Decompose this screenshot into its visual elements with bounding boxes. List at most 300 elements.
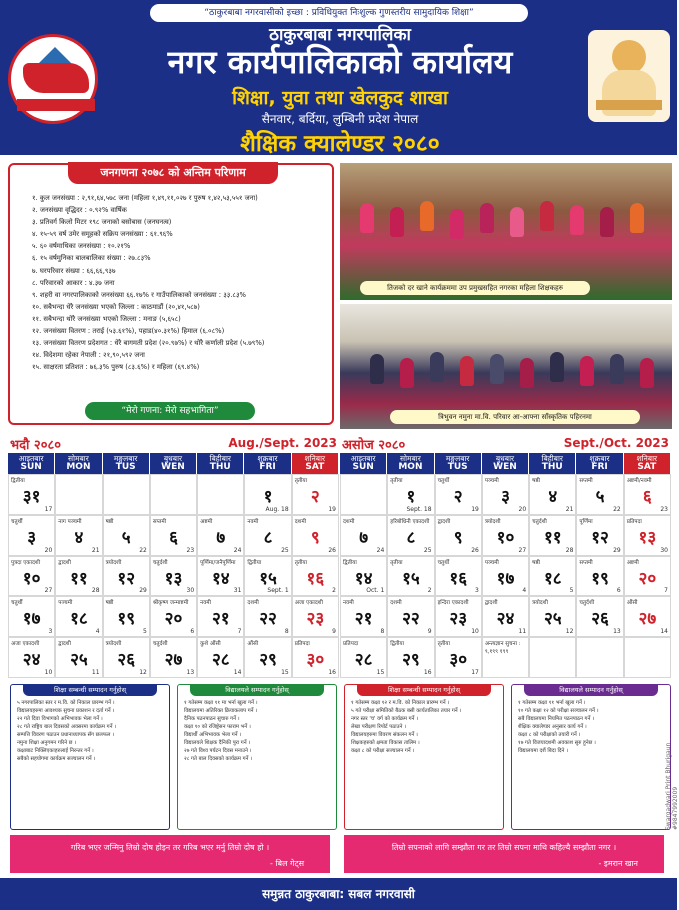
task-item: २७ गते विश्व पर्यटन दिवस मनाउने । — [184, 748, 252, 754]
header-banner — [0, 0, 677, 155]
ad-date: 19 — [328, 505, 336, 513]
day-cell — [55, 637, 102, 678]
printer-credit: Swargadwari Print Bhurigaun #9847992009 — [665, 742, 679, 830]
day-cell — [624, 474, 671, 515]
task-item: सबैको सहयोगमा कार्यक्रम सञ्चालन गर्ने । — [17, 756, 96, 762]
tithi-label: अष्टमी — [626, 559, 639, 566]
day-cell — [292, 556, 339, 597]
census-item: ४. १५-५९ वर्ष उमेर समूहको सक्रिय जनसंख्या : ६१.९६% — [32, 230, 173, 239]
day-cell — [197, 515, 244, 556]
task-item: नमुना शिक्षा अनुगमन गरिने छ । — [17, 740, 76, 746]
bs-date: ५ — [595, 487, 605, 507]
ad-date: 9 — [332, 628, 336, 636]
day-cell — [529, 556, 576, 597]
ad-date: 20 — [44, 546, 53, 554]
bs-date: १९ — [117, 609, 136, 630]
weekday-sun: आइतबार SUN — [340, 453, 387, 474]
tithi-label: द्वितीया — [247, 559, 262, 566]
bs-date: १८ — [70, 609, 88, 630]
tithi-label: तृतीया — [294, 478, 308, 484]
weekday-thu: बिहीबार THU — [197, 453, 244, 474]
tithi-label: त्रयोदशी — [532, 600, 548, 607]
day-cell — [197, 556, 244, 597]
ad-date: 30 — [660, 546, 668, 554]
day-cell — [55, 556, 102, 597]
day-cell — [435, 596, 482, 637]
bs-date: ७ — [216, 527, 226, 548]
tithi-label: हरिबोधिनी एकादशी — [390, 518, 430, 525]
municipality-name: ठाकुरबाबा नगरपालिका — [269, 25, 411, 45]
task-item: ५ गते परीक्षा समितिको बैठक बसी कार्यतालिका तयार गर्ने । — [351, 708, 462, 714]
tithi-label: त्रयोदशी — [105, 641, 122, 648]
day-cell — [197, 596, 244, 637]
bs-date: २९ — [259, 650, 277, 671]
ad-date: 10 — [471, 628, 479, 636]
ad-date: Sept. 1 — [267, 587, 289, 595]
census-item: ३. प्रतिवर्ग किलो मिटर १९८ जनाको बसोबास (जनघनत्व) — [32, 218, 172, 227]
bs-date: ३० — [449, 650, 468, 671]
photo-caption: तिजको दर खाने कार्यक्रममा उप प्रमुखसहित नगरका महिला शिक्षकहरु — [360, 281, 590, 295]
ad-date: 25 — [423, 546, 432, 554]
ad-date: 21 — [565, 505, 574, 513]
bs-date: २० — [638, 568, 657, 589]
bs-date: २ — [310, 487, 320, 507]
bs-date: ३१ — [22, 487, 41, 507]
tithi-label: द्वादशी — [484, 600, 498, 607]
task-item: सबै विद्यालयमा नियमित पठनपाठन गर्ने । — [518, 716, 594, 722]
weekday-mon: सोमबार MON — [387, 453, 434, 474]
month-title-np: असोज २०८० — [342, 438, 406, 453]
bs-date: १२ — [117, 568, 136, 589]
census-item: ५. ६० वर्षमाथिका जनसंख्या : १०.२१% — [32, 242, 131, 251]
ad-date: 23 — [660, 505, 668, 513]
day-cell — [529, 515, 576, 556]
ad-date: 27 — [518, 546, 527, 554]
day-cell — [624, 556, 671, 597]
ad-date: 10 — [44, 668, 53, 676]
census-item: १०. सबैभन्दा धेरै जनसंख्या भएको जिल्ला : काठमाडौं (२०,४१,५८७) — [32, 302, 200, 311]
day-cell — [435, 637, 482, 678]
empty-cell — [55, 474, 102, 515]
tithi-label: नवमी — [200, 600, 211, 607]
task-item: १० गते कक्षा १२ को परीक्षा सञ्चालन गर्ने । — [518, 708, 599, 714]
photo-students — [340, 304, 672, 429]
task-item: कक्षा १० को रजिष्ट्रेसन फाराम भर्ने । — [184, 724, 251, 730]
weekday-tus: मङ्गलबार TUS — [103, 453, 150, 474]
ad-date: 16 — [423, 668, 432, 676]
ad-date: 30 — [186, 587, 195, 595]
tithi-label: चतुर्थी — [11, 600, 23, 607]
day-cell — [529, 596, 576, 637]
day-cell — [292, 637, 339, 678]
ad-date: 8 — [284, 628, 289, 636]
task-item: ५ नगरपालिका स्तर र म.वि. को निकाल प्रारम्भ गर्ने । — [17, 700, 115, 706]
ad-date: 6 — [616, 587, 621, 595]
census-list — [32, 192, 332, 373]
tithi-label: सप्तमी — [579, 478, 593, 484]
bs-date: २९ — [402, 650, 420, 671]
photo-caption: त्रिभुवन नमुना मा.वि. परिवार आ-आफ्ना साँस्कृतिक पहिरनमा — [390, 410, 640, 424]
bs-date: १ — [406, 487, 416, 507]
day-grid — [8, 474, 339, 678]
weekday-header — [340, 453, 671, 474]
ad-date: 5 — [143, 628, 147, 636]
bs-date: १८ — [543, 568, 562, 589]
tithi-label: षष्ठी — [532, 559, 540, 566]
census-item: ८. परिवारको आकार : ४.३७ जना — [32, 278, 115, 287]
ad-date: 23 — [186, 546, 195, 554]
bs-date: १३ — [638, 527, 657, 548]
motto: “ठाकुरबाबा नगरवासीको इच्छा : प्रविधियुक्त निःशुल्क गुणस्तरीय सामुदायिक शिक्षा” — [150, 4, 528, 22]
tithi-label: पूर्णिमा/जनैपूर्णिमा — [200, 559, 236, 566]
tithi-label: सप्तमी — [579, 559, 593, 566]
day-cell — [244, 637, 291, 678]
ad-date: 6 — [190, 628, 195, 636]
ad-date: 3 — [475, 587, 479, 595]
bs-date: १७ — [496, 568, 515, 589]
day-cell — [435, 556, 482, 597]
section-title: शिक्षा, युवा तथा खेलकुद शाखा — [232, 87, 448, 109]
task-item: १ गतेसम्म कक्षा ११ भर्ना खुला गर्ने । — [518, 700, 586, 706]
census-item: ९. शहरी वा नगरपालिकाको जनसंख्या ६६.१७% र गाउँपालिकाको जनसंख्या : ३३.८३% — [32, 290, 246, 299]
weekday-tus: मङ्गलबार TUS — [435, 453, 482, 474]
day-cell — [103, 596, 150, 637]
bs-date: २१ — [211, 609, 230, 630]
empty-cell — [624, 637, 671, 678]
task-item: विद्यालयमा दशैं बिदा दिने । — [518, 748, 569, 754]
tithi-label: द्वादशी — [437, 518, 451, 525]
bs-date: ११ — [70, 568, 88, 589]
task-box: विद्यालयले सम्पादन गर्नुहोस् १ गतेसम्म कक्षा ११ भर्ना खुला गर्ने । १० गते कक्षा १२ को परीक्षा सञ्चालन गर्ने । सबै विद्यालयमा नियमित पठनपाठन गर्ने । शैक्षिक क्यालेण्डर अनुसार कार्य गर्ने । कक्षा ८ को परीक्षाको तयारी गर्ने । १७ गते विजयादशमी अवकाश सुरु हुनेछ । विद्यालयमा दशैं बिदा दिने । — [511, 684, 671, 830]
day-cell — [292, 596, 339, 637]
task-item: १ गतेसम्म कक्षा ११ मा भर्ना खुला गर्ने । — [184, 700, 258, 706]
bs-date: ११ — [543, 527, 562, 548]
weekday-sat: शनिबार SAT — [624, 453, 671, 474]
day-grid — [340, 474, 671, 678]
census-item: १२. जनसंख्या वितरण : तराई (५३.६१%), पहाड(४०.३१%) हिमाल (६.०८%) — [32, 327, 225, 336]
ad-date: Oct. 1 — [366, 587, 385, 595]
ad-date: 24 — [376, 546, 385, 554]
ad-date: 2 — [427, 587, 432, 595]
ad-date: 29 — [139, 587, 147, 595]
task-item: विद्यार्थी अभिभावक भेला गर्ने । — [184, 732, 242, 738]
task-item: २२ गते दिवा विभागको अभिभावक भेला गर्ने । — [17, 716, 103, 722]
day-cell — [8, 515, 55, 556]
weekday-fri: शुक्रबार FRI — [576, 453, 623, 474]
tithi-label: षष्ठी — [532, 478, 540, 484]
tithi-label: तृतीया — [390, 559, 403, 566]
ad-date: 3 — [48, 628, 53, 636]
tithi-label: चतुर्दशी — [152, 559, 168, 566]
quote-box — [10, 835, 330, 873]
task-item: दैनिक पठनपाठन सुचारु गर्ने । — [184, 716, 240, 722]
empty-cell — [103, 474, 150, 515]
ad-date: 11 — [91, 668, 100, 676]
bs-date: १५ — [402, 568, 420, 589]
day-cell — [8, 556, 55, 597]
bs-date: २८ — [354, 650, 373, 671]
bs-date: २२ — [259, 609, 277, 630]
task-item: १ गतेसम्म कक्षा १२ र म.वि. को निकाल प्रारम्भ गर्ने । — [351, 700, 450, 706]
month-title-en: Aug./Sept. 2023 — [228, 436, 337, 450]
empty-cell — [197, 474, 244, 515]
day-cell — [292, 474, 339, 515]
tithi-label: प्रतिपदा — [294, 641, 310, 648]
tithi-label: द्वितीया — [343, 559, 357, 566]
day-cell — [150, 637, 197, 678]
day-cell — [576, 596, 623, 637]
task-item: २८ गते बाल दिवसको कार्यक्रम गर्ने । — [184, 756, 252, 762]
tithi-label: अजा एकादशी — [294, 600, 323, 607]
task-item: विद्यालयले शिक्षक दैनिकी पुरा गर्ने । — [184, 740, 251, 746]
bs-date: ९ — [310, 527, 320, 548]
ad-date: 28 — [91, 587, 100, 595]
weekday-header — [8, 453, 339, 474]
ad-date: 21 — [91, 546, 100, 554]
day-cell — [244, 596, 291, 637]
tithi-label: नाग पञ्चमी — [58, 518, 82, 525]
census-item: १४. विदेशमा रहेका नेपाली : २१,९०,५९२ जना — [32, 351, 145, 360]
tithi-label: प्रतिपदा — [343, 641, 359, 648]
ad-date: 26 — [328, 546, 336, 554]
office-title: नगर कार्यपालिकाको कार्यालय — [167, 43, 513, 81]
day-cell — [576, 556, 623, 597]
census-item: २. जनसंख्या वृद्धिदर : ०.९२% वार्षिक — [32, 206, 127, 215]
ad-date: 13 — [613, 628, 621, 636]
bs-date: ६ — [169, 527, 178, 548]
calendar-bhadra — [8, 435, 339, 678]
bs-date: २७ — [164, 650, 183, 671]
day-cell — [529, 474, 576, 515]
day-cell — [55, 596, 102, 637]
day-cell — [482, 515, 529, 556]
tithi-label: पञ्चमी — [484, 559, 499, 566]
tithi-label: अजा एकादशी — [11, 641, 40, 648]
tithi-label: द्वादशी — [58, 641, 71, 648]
day-cell — [103, 637, 150, 678]
empty-cell — [576, 637, 623, 678]
census-item: ६. १५ वर्षमुनिका बालबालिका संख्या : २७.८३% — [32, 254, 151, 263]
tithi-label: षष्ठी — [105, 518, 114, 525]
bs-date: १४ — [211, 568, 230, 589]
tithi-label: चतुर्दशी — [579, 600, 595, 607]
bs-date: ४ — [548, 487, 558, 507]
empty-cell — [482, 637, 529, 678]
day-cell — [624, 596, 671, 637]
tithi-label: दशमी — [294, 518, 307, 525]
tithi-label: प्रतिपदा — [626, 518, 642, 525]
ad-date: 16 — [328, 668, 336, 676]
tithi-label: औंसी — [247, 641, 259, 648]
bs-date: १३ — [164, 568, 183, 589]
ad-date: 22 — [139, 546, 147, 554]
ad-date: 17 — [44, 505, 53, 513]
census-title: जनगणना २०७८ को अन्तिम परिणाम — [68, 162, 278, 184]
ad-date: 14 — [660, 628, 668, 636]
bs-date: १६ — [306, 568, 325, 589]
day-cell — [103, 515, 150, 556]
bs-date: ८ — [263, 527, 273, 548]
bs-date: २४ — [22, 650, 41, 671]
tithi-label: दशमी — [390, 600, 402, 607]
bs-date: २ — [453, 487, 463, 507]
bs-date: २० — [164, 609, 183, 630]
tithi-label: नवमी — [343, 600, 354, 607]
ad-date: 12 — [139, 668, 147, 676]
day-cell — [387, 637, 434, 678]
tithi-label: षष्ठी — [105, 600, 114, 607]
day-cell — [55, 515, 102, 556]
ad-date: 27 — [44, 587, 53, 595]
tithi-label: पुत्रदा एकादशी — [11, 559, 41, 566]
tithi-label: द्वितीया — [11, 478, 25, 484]
task-item: १७ गते विजयादशमी अवकाश सुरु हुनेछ । — [518, 740, 596, 746]
day-cell — [150, 556, 197, 597]
bs-date: ५ — [121, 527, 131, 548]
ad-date: 19 — [471, 505, 479, 513]
bs-date: ४ — [74, 527, 84, 548]
bs-date: ६ — [642, 487, 652, 507]
bs-date: २६ — [591, 609, 609, 630]
bs-date: २२ — [402, 609, 420, 630]
weekday-wen: बुधबार WEN — [482, 453, 529, 474]
tithi-label: श्रीकृष्ण जन्माष्टमी — [152, 600, 189, 607]
bs-date: १२ — [591, 527, 609, 548]
weekday-thu: बिहीबार THU — [529, 453, 576, 474]
task-item: विद्यालयहरुमा आवश्यक सुचना प्रकाशन र दर्ता गर्ने । — [17, 708, 115, 714]
task-box: शिक्षा सम्बन्धी सम्पादन गर्नुहोस् १ गतेसम्म कक्षा १२ र म.वि. को निकाल प्रारम्भ गर्ने । ५ गते परीक्षा समितिको बैठक बसी कार्यतालिका तयार गर्ने । नगर स्तर 'च' वर्ग को कार्यक्रम गर्ने । लेखा परीक्षण रिपोर्ट पठाउने । विद्यालयहरुमा विवरण संकलन गर्ने । शिक्षकहरुको क्षमता विकास तालिम । कक्षा ८ को परीक्षा सञ्चालन गर्ने । — [344, 684, 504, 830]
tithi-label: तृतीया — [437, 641, 450, 648]
day-cell — [435, 474, 482, 515]
day-cell — [482, 596, 529, 637]
ad-date: Aug. 18 — [265, 505, 289, 513]
bs-date: ७ — [359, 527, 369, 548]
day-cell — [150, 596, 197, 637]
ad-date: 20 — [518, 505, 527, 513]
month-title-np: भदौ २०८० — [10, 438, 61, 453]
bs-date: ३० — [306, 650, 325, 671]
task-item: कक्षा ८ को परीक्षाको तयारी गर्ने । — [518, 732, 581, 738]
tithi-label: चतुर्थी — [437, 559, 450, 566]
ad-date: 2 — [332, 587, 336, 595]
empty-cell — [529, 637, 576, 678]
day-cell — [340, 637, 387, 678]
day-cell — [197, 637, 244, 678]
ad-date: 7 — [664, 587, 668, 595]
bs-date: ९ — [453, 527, 463, 548]
day-cell — [292, 515, 339, 556]
day-cell — [387, 596, 434, 637]
bs-date: १४ — [354, 568, 373, 589]
tithi-label: अष्टमी/नवमी — [626, 478, 652, 484]
quote-text: गरिब भएर जन्मिनु तिम्रो दोष होइन तर गरिब भएर मर्नु तिम्रो दोष हो । — [70, 843, 270, 852]
bs-date: ३ — [27, 527, 37, 548]
day-cell — [387, 556, 434, 597]
weekday-mon: सोमबार MON — [55, 453, 102, 474]
ad-date: 24 — [233, 546, 242, 554]
quote-text: तिम्रो सपनाको लागि सम्झौता गर तर तिम्रो सपना माथि कहिल्यै सम्झौता नगर । — [391, 843, 617, 852]
ad-date: 31 — [233, 587, 242, 595]
day-cell — [8, 637, 55, 678]
ad-date: 8 — [380, 628, 385, 636]
day-cell — [8, 596, 55, 637]
ad-date: 25 — [281, 546, 289, 554]
bs-date: २५ — [543, 609, 562, 630]
day-cell — [576, 474, 623, 515]
tithi-label: दशमी — [247, 600, 259, 607]
task-item: विद्यालयहरुमा विवरण संकलन गर्ने । — [351, 732, 418, 738]
ad-date: 15 — [281, 668, 289, 676]
census-item: ७. घरपरिवार संख्या : ६६,६६,९३७ — [32, 266, 116, 275]
task-boxes — [0, 684, 677, 834]
tithi-label: तृतीया — [390, 478, 403, 484]
tithi-label: द्वितीया — [390, 641, 405, 648]
tithi-label: दशमी — [343, 518, 355, 525]
ad-date: 29 — [613, 546, 621, 554]
quote-author: - इमरान खान — [598, 859, 638, 868]
census-panel — [8, 163, 334, 425]
task-item: नगर स्तर 'च' वर्ग को कार्यक्रम गर्ने । — [351, 716, 419, 722]
day-cell — [150, 515, 197, 556]
calendar-title: शैक्षिक क्यालेण्डर २०८० — [240, 131, 440, 157]
bs-date: १६ — [449, 568, 468, 589]
ad-date: 17 — [471, 668, 479, 676]
quote-author: - बिल गेट्स — [270, 859, 304, 868]
ad-date: Sept. 18 — [406, 505, 432, 513]
bs-date: २५ — [70, 650, 88, 671]
tithi-label: चतुर्थी — [437, 478, 450, 484]
ad-date: 9 — [427, 628, 432, 636]
bs-date: ८ — [406, 527, 416, 548]
day-cell — [624, 515, 671, 556]
day-cell — [244, 515, 291, 556]
quote-box — [344, 835, 664, 873]
task-item: शिक्षकहरुको क्षमता विकास तालिम । — [351, 740, 420, 746]
calendar-ashwin — [340, 435, 671, 678]
tithi-label: चतुर्थी — [11, 518, 23, 525]
ad-date: 11 — [518, 628, 527, 636]
census-item: १. कुल जनसंख्या : २,९१,६४,५७८ जना (महिला १,४९,११,०२७ र पुरुष १,४२,५३,५५१ जना) — [32, 194, 258, 202]
tithi-label: सप्तमी — [152, 518, 167, 525]
ad-date: 26 — [471, 546, 479, 554]
photo-teachers — [340, 163, 672, 300]
day-cell — [340, 556, 387, 597]
day-cell — [435, 515, 482, 556]
ad-date: 22 — [613, 505, 621, 513]
month-title-en: Sept./Oct. 2023 — [563, 436, 669, 450]
saraswati-image — [588, 30, 670, 122]
bs-date: १९ — [591, 568, 609, 589]
census-item: ११. सबैभन्दा थोरै जनसंख्या भएको जिल्ला : मनाङ (५,६५८) — [32, 314, 181, 323]
census-item: १३. जनसंख्या वितरण प्रदेशगत : धेरै बागमती प्रदेश (२०.९७%) र थोरै कर्णाली प्रदेश (५.७९%) — [32, 339, 265, 348]
task-item: विद्यालयमा अतिरिक्त क्रियाकलाप गर्ने । — [184, 708, 258, 714]
day-cell — [340, 596, 387, 637]
bs-date: २४ — [496, 609, 515, 630]
tithi-label: चतुर्दशी — [532, 518, 547, 525]
day-cell — [340, 515, 387, 556]
tithi-label: पञ्चमी — [58, 600, 73, 607]
day-cell — [576, 515, 623, 556]
ad-date: 4 — [522, 587, 527, 595]
bs-date: १ — [263, 487, 273, 507]
day-cell — [8, 474, 55, 515]
ad-date: 5 — [569, 587, 574, 595]
task-box: विद्यालयले सम्पादन गर्नुहोस् १ गतेसम्म कक्षा ११ मा भर्ना खुला गर्ने । विद्यालयमा अतिरिक्त क्रियाकलाप गर्ने । दैनिक पठनपाठन सुचारु गर्ने । कक्षा १० को रजिष्ट्रेसन फाराम भर्ने । विद्यार्थी अभिभावक भेला गर्ने । विद्यालयले शिक्षक दैनिकी पुरा गर्ने । २७ गते विश्व पर्यटन दिवस मनाउने । २८ गते बाल दिवसको कार्यक्रम गर्ने । — [177, 684, 337, 830]
tithi-label: इन्दिरा एकादशी — [437, 600, 469, 607]
empty-cell — [150, 474, 197, 515]
task-box: शिक्षा सम्बन्धी सम्पादन गर्नुहोस् ५ नगरपालिका स्तर र म.वि. को निकाल प्रारम्भ गर्ने । विद्यालयहरुमा आवश्यक सुचना प्रकाशन र दर्ता गर्ने । २२ गते दिवा विभागको अभिभावक भेला गर्ने । २८ गते राष्ट्रिय बाल दिवसको अवसरमा कार्यक्रम गर्ने । सम्पत्ति विवरण पठाउन प्रधानाध्यापक सँग छलफल । नमुना शिक्षा अनुगमन गरिने छ । कक्षाबाट निक्लिएकाहरुलाई निरन्तर गर्ने । सबैको सहयोगमा कार्यक्रम सञ्चालन गर्ने । — [10, 684, 170, 830]
ad-date: 12 — [565, 628, 574, 636]
